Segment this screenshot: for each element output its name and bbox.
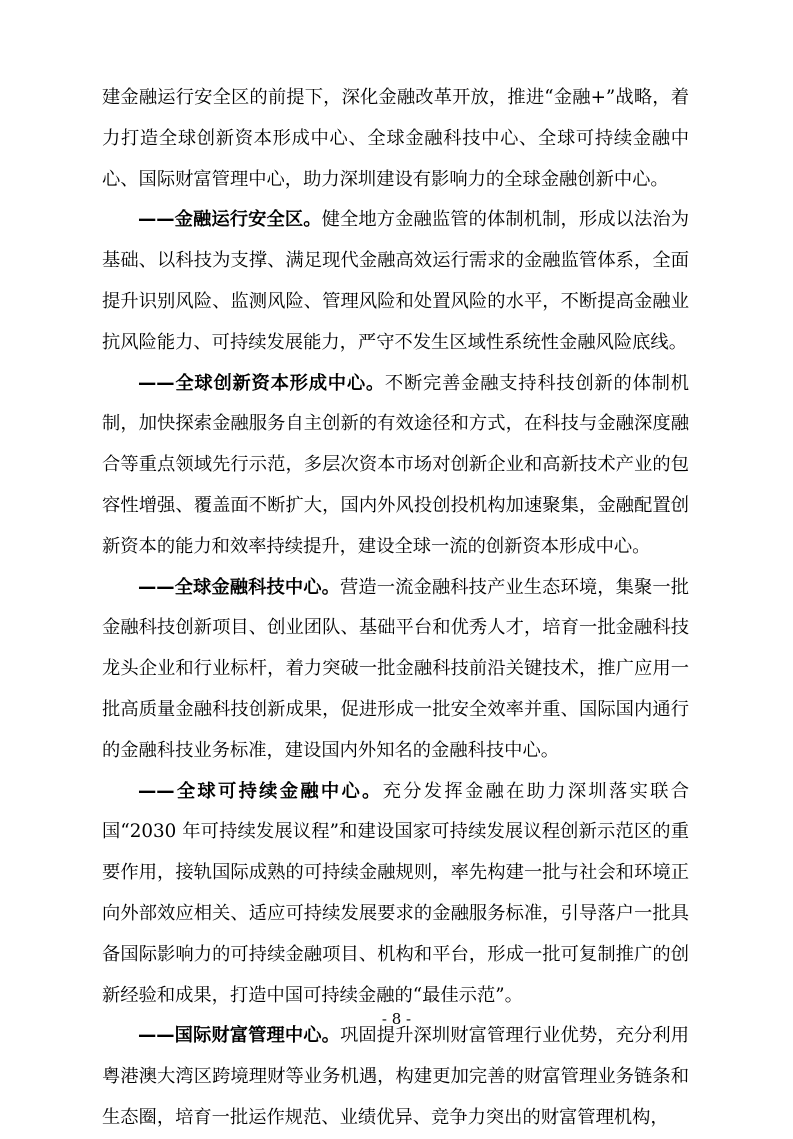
page-number: - 8 - <box>381 1010 412 1028</box>
paragraph-financial-safety-zone <box>102 200 689 363</box>
paragraph-heading: ——全球金融科技中心。 <box>138 576 341 598</box>
paragraph-heading: ——全球创新资本形成中心。 <box>138 372 385 394</box>
paragraph-text: 建金融运行安全区的前提下，深化金融改革开放，推进“金融+”战略，着力打造全球创新资本形成中心、全球金融科技中心、全球可持续金融中心、国际财富管理中心，助力深圳建设有影响力的全球金融创新中心。 <box>102 87 689 190</box>
paragraph-text: 充分发挥金融在助力深圳落实联合国“2030 年可持续发展议程”和建设国家可持续发展议程创新示范区的重要作用，接轨国际成熟的可持续金融规则，率先构建一批与社会和环境正向外部效应相关、适应可持续发展要求的金融服务标准，引导落户一批具备国际影响力的可持续金融项目、机构和平台，形成一批可复制推广的创新经验和成果，打造中国可持续金融的“最佳示范”。 <box>102 780 690 1006</box>
paragraph-heading: ——全球可持续金融中心。 <box>138 780 383 802</box>
paragraph-heading: ——金融运行安全区。 <box>138 209 322 231</box>
paragraph-text: 不断完善金融支持科技创新的体制机制，加快探索金融服务自主创新的有效途径和方式，在科技与金融深度融合等重点领域先行示范，多层次资本市场对创新企业和高新技术产业的包容性增强、覆盖面不断扩大，国内外风投创投机构加速聚集，金融配置创新资本的能力和效率持续提升，建设全球一流的创新资本形成中心。 <box>102 372 690 557</box>
paragraph-text: 巩固提升深圳财富管理行业优势，充分利用粤港澳大湾区跨境理财等业务机遇，构建更加完善的财富管理业务链条和生态圈，培育一批运作规范、业绩优异、竞争力突出的财富管理机构， <box>102 1025 690 1128</box>
paragraph-text: 健全地方金融监管的体制机制，形成以法治为基础、以科技为支撑、满足现代金融高效运行需求的金融监管体系，全面提升识别风险、监测风险、管理风险和处置风险的水平，不断提高金融业抗风险能力、可持续发展能力，严守不发生区域性系统性金融风险底线。 <box>102 209 690 353</box>
paragraph-heading: ——国际财富管理中心。 <box>138 1025 341 1047</box>
paragraph-text: 营造一流金融科技产业生态环境，集聚一批金融科技创新项目、创业团队、基础平台和优秀人才，培育一批金融科技龙头企业和行业标杆，着力突破一批金融科技前沿关键技术，推广应用一批高质量金融科技创新成果，促进形成一批安全效率并重、国际国内通行的金融科技业务标准，建设国内外知名的金融科技中心。 <box>102 576 690 761</box>
paragraph-continuation <box>102 78 689 200</box>
paragraph-fintech-center <box>102 568 689 772</box>
paragraph-sustainable-finance-center <box>102 772 689 1017</box>
document-body <box>102 78 689 1139</box>
paragraph-wealth-management-center <box>102 1016 689 1138</box>
paragraph-innovation-capital-center <box>102 364 689 568</box>
